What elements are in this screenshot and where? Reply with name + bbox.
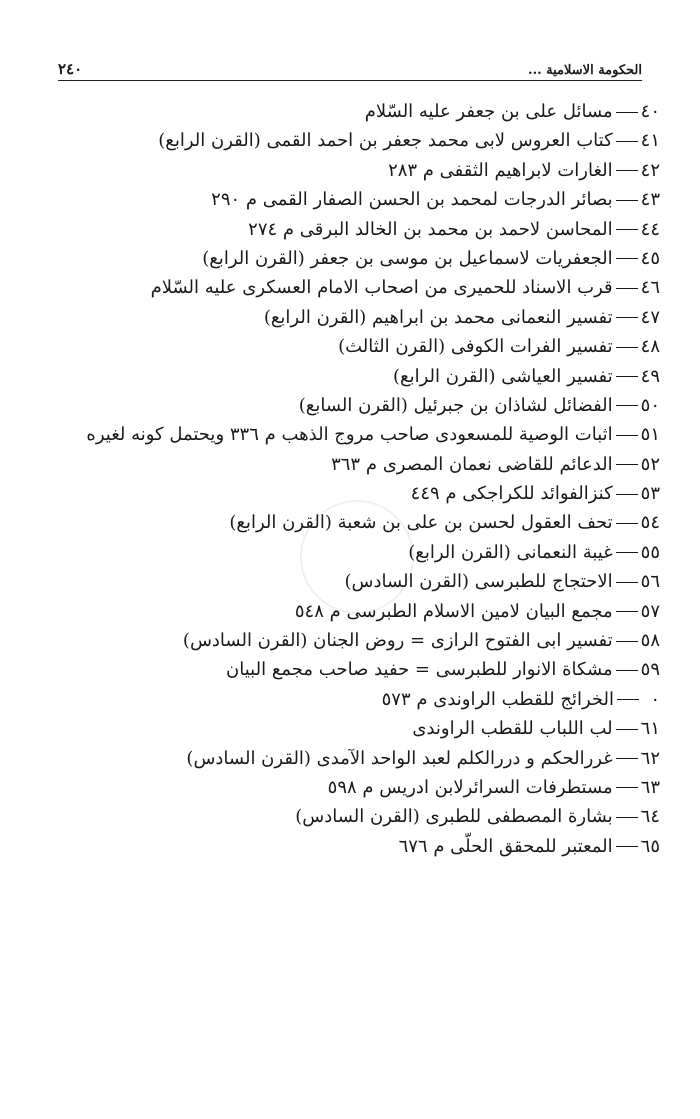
list-item xyxy=(40,479,660,508)
item-text: تحف العقول لحسن بن على بن شعبة (القرن الرابع) xyxy=(229,512,613,534)
list-item xyxy=(40,802,660,831)
list-item xyxy=(40,655,660,684)
item-dash xyxy=(616,729,638,730)
item-number: ٥٧ xyxy=(640,600,660,622)
item-dash xyxy=(616,464,638,465)
item-text: لب اللباب للقطب الراوندى xyxy=(412,718,613,740)
item-dash xyxy=(616,494,638,495)
item-number: ٦١ xyxy=(640,718,660,740)
item-number: ٤٨ xyxy=(640,336,660,358)
item-text: الاحتجاج للطبرسى (القرن السادس) xyxy=(344,571,613,593)
item-dash xyxy=(616,317,638,318)
item-dash xyxy=(616,112,638,113)
item-text: كنزالفوائد للكراجكى م ٤٤٩ xyxy=(410,483,613,505)
item-text: مجمع البيان لامين الاسلام الطبرسى م ٥٤٨ xyxy=(294,600,613,622)
page-header xyxy=(58,56,642,78)
item-number: ٥٦ xyxy=(640,571,660,593)
item-dash xyxy=(616,170,638,171)
list-item xyxy=(40,303,660,332)
list-item xyxy=(40,685,660,714)
list-item xyxy=(40,832,660,861)
item-text: الفضائل لشاذان بن جبرئيل (القرن السابع) xyxy=(298,394,613,416)
item-text: المعتبر للمحقق الحلّى م ٦٧٦ xyxy=(398,835,613,857)
list-item xyxy=(40,450,660,479)
item-dash xyxy=(616,641,638,642)
list-item xyxy=(40,126,660,155)
list-item xyxy=(40,538,660,567)
item-dash xyxy=(617,699,639,700)
item-text: تفسير العياشى (القرن الرابع) xyxy=(392,365,613,387)
list-item xyxy=(40,97,660,126)
item-number: ٥٠ xyxy=(640,394,660,416)
list-item xyxy=(40,744,660,773)
item-text: مستطرفات السرائرلابن ادريس م ٥٩٨ xyxy=(327,776,613,798)
item-number: ٤٣ xyxy=(640,189,660,211)
item-dash xyxy=(616,523,638,524)
item-number: ٦٥ xyxy=(640,835,660,857)
item-text: بصائر الدرجات لمحمد بن الحسن الصفار القمى م ٢٩٠ xyxy=(211,189,613,211)
item-dash xyxy=(616,200,638,201)
item-text: تفسير الفرات الكوفى (القرن الثالث) xyxy=(338,336,613,358)
item-number: ٥١ xyxy=(640,424,660,446)
item-dash xyxy=(616,258,638,259)
list-item xyxy=(40,215,660,244)
item-number: ٥٥ xyxy=(640,541,660,563)
item-text: غررالحكم و دررالكلم لعبد الواحد الآمدى (القرن السادس) xyxy=(186,747,613,769)
item-number: ٤٢ xyxy=(640,159,660,181)
item-number: ٤٠ xyxy=(640,101,660,122)
item-dash xyxy=(616,817,638,818)
item-dash xyxy=(616,670,638,671)
list-item xyxy=(40,362,660,391)
page-number: ٢٤٠ xyxy=(58,60,83,78)
item-text: مشكاة الانوار للطبرسى = حفيد صاحب مجمع البيان xyxy=(226,659,613,681)
list-item xyxy=(40,156,660,185)
item-dash xyxy=(616,846,638,847)
list-item xyxy=(40,567,660,596)
item-number: ٤٦ xyxy=(640,277,660,299)
item-dash xyxy=(616,552,638,553)
item-text: اثبات الوصية للمسعودى صاحب مروج الذهب م ٣٣٦ ويحتمل كونه لغيره xyxy=(86,424,613,446)
item-dash xyxy=(616,758,638,759)
item-text: تفسير النعمانى محمد بن ابراهيم (القرن الرابع) xyxy=(263,306,613,328)
item-dash xyxy=(616,435,638,436)
item-number: ٥٣ xyxy=(640,483,660,505)
list-item xyxy=(40,773,660,802)
list-item xyxy=(40,185,660,214)
list-item xyxy=(40,391,660,420)
item-number: ٥٩ xyxy=(640,659,660,681)
item-text: الدعائم للقاضى نعمان المصرى م ٣٦٣ xyxy=(331,453,613,475)
item-text: المحاسن لاحمد بن محمد بن الخالد البرقى م ٢٧٤ xyxy=(248,218,613,240)
item-dash xyxy=(616,787,638,788)
item-number: ٤٤ xyxy=(640,218,660,240)
item-number: ٤١ xyxy=(640,130,660,152)
source-list xyxy=(40,97,660,861)
header-rule xyxy=(58,80,642,81)
item-text: الغارات لابراهيم الثقفى م ٢٨٣ xyxy=(388,159,613,181)
list-item xyxy=(40,273,660,302)
item-number: ٥٨ xyxy=(640,630,660,652)
item-number: ٦٤ xyxy=(640,806,660,828)
item-number: ٥٤ xyxy=(640,512,660,534)
item-text: مسائل على بن جعفر عليه السّلام xyxy=(364,101,613,122)
item-dash xyxy=(616,611,638,612)
item-number: ٤٩ xyxy=(640,365,660,387)
item-text: تفسير ابى الفتوح الرازى = روض الجنان (القرن السادس) xyxy=(182,630,613,652)
item-text: قرب الاسناد للحميرى من اصحاب الامام العسكرى عليه السّلام xyxy=(150,277,613,299)
item-dash xyxy=(616,405,638,406)
item-text: كتاب العروس لابى محمد جعفر بن احمد القمى (القرن الرابع) xyxy=(158,130,613,152)
item-dash xyxy=(616,229,638,230)
list-item xyxy=(40,626,660,655)
item-dash xyxy=(616,347,638,348)
item-text: غيبة النعمانى (القرن الرابع) xyxy=(408,541,613,563)
item-text: الخرائج للقطب الراوندى م ٥٧٣ xyxy=(381,688,614,710)
list-item xyxy=(40,244,660,273)
item-number: ٤٥ xyxy=(640,247,660,269)
list-item xyxy=(40,332,660,361)
item-number: ٦٣ xyxy=(640,776,660,798)
list-item xyxy=(40,714,660,743)
list-item xyxy=(40,420,660,449)
item-number: ٦٢ xyxy=(640,747,660,769)
item-number: ٥٢ xyxy=(640,453,660,475)
item-dash xyxy=(616,376,638,377)
item-dash xyxy=(616,582,638,583)
item-number: ٤٧ xyxy=(640,306,660,328)
item-dash xyxy=(616,141,638,142)
list-item xyxy=(40,597,660,626)
running-title: الحكومة الاسلامية ... xyxy=(528,63,642,78)
item-text: بشارة المصطفى للطبرى (القرن السادس) xyxy=(295,806,613,828)
list-item xyxy=(40,508,660,537)
item-number: ٠ xyxy=(650,688,660,710)
item-text: الجعفريات لاسماعيل بن موسى بن جعفر (القرن الرابع) xyxy=(202,247,613,269)
item-dash xyxy=(616,288,638,289)
